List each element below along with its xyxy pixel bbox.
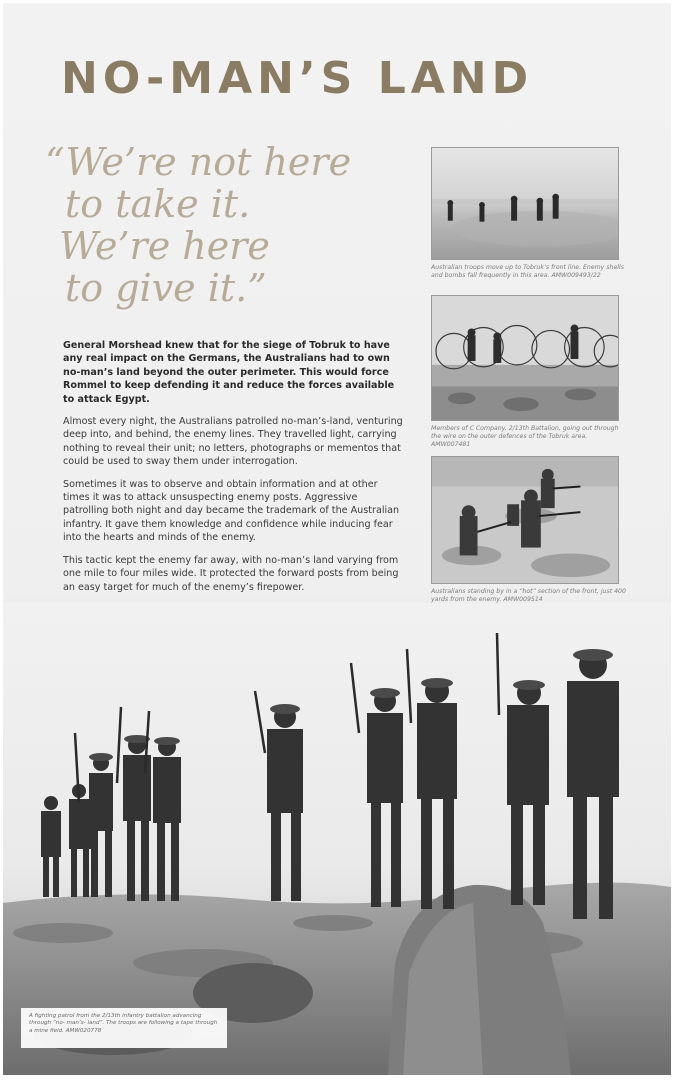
- page-title: NO-MAN’S LAND: [61, 53, 534, 104]
- photo-caption-2: Members of C Company, 2/13th Battalion, going out through the wire on the outer defences of the Tobruk area. AMW007481: [431, 425, 619, 448]
- photo-through-the-wire-image: [432, 296, 618, 420]
- quote-line-3: We’re here: [59, 224, 270, 268]
- paragraph-2: Almost every night, the Australians patrolled no-man’s-land, venturing deep into, and behind, the enemy lines. They travelled light, carrying nothing to reveal their unit; no letters, photographs or mementos that could be used to sway them under interrogation.: [63, 416, 403, 468]
- photo-hot-section-image: [432, 457, 618, 583]
- lead-paragraph: General Morshead knew that for the siege of Tobruk to have any real impact on the Germans, the Australians had to own no-man’s land beyond the outer perimeter. This would force Rommel to keep defending it and reduce the forces available to attack Egypt.: [63, 340, 395, 405]
- photo-caption-3: Australians standing by in a “hot” section of the front, just 400 yards from the enemy. AMW009514: [431, 588, 626, 603]
- main-photo-patrol: [3, 603, 671, 1075]
- body-text: [63, 339, 403, 603]
- quote-line-2: to take it.: [65, 182, 251, 226]
- photo-troops-front-line: [431, 147, 619, 260]
- main-photo-caption: A fighting patrol from the 2/13th infantry battalion advancing through “no- man’s- land”. The troops are following a tape through a mine field. AMW020778: [21, 1008, 227, 1048]
- exhibit-panel: [3, 3, 671, 1075]
- paragraph-3: Sometimes it was to observe and obtain information and at other times it was to attack unsuspecting enemy posts. Aggressive patrolling both night and day became the trademark of the Australian infantry. It gave them knowledge and confidence while inducing fear into the hearts and minds of the enemy.: [63, 478, 400, 544]
- quote-line-1: “We’re not here: [45, 140, 352, 184]
- photo-hot-section: [431, 456, 619, 584]
- main-photo-patrol-image: [3, 603, 671, 1075]
- photo-through-the-wire: [431, 295, 619, 421]
- photo-caption-1: Australian troops move up to Tobruk’s front line. Enemy shells and bombs fall frequently in this area. AMW009493/22: [431, 264, 624, 279]
- quote-line-4: to give it.”: [65, 266, 267, 310]
- photo-troops-front-line-image: [432, 148, 618, 259]
- paragraph-4: This tactic kept the enemy far away, with no-man’s land varying from one mile to four miles wide. It protected the forward posts from being an easy target for much of the enemy’s firepower.: [63, 554, 399, 593]
- pull-quote: [39, 141, 399, 309]
